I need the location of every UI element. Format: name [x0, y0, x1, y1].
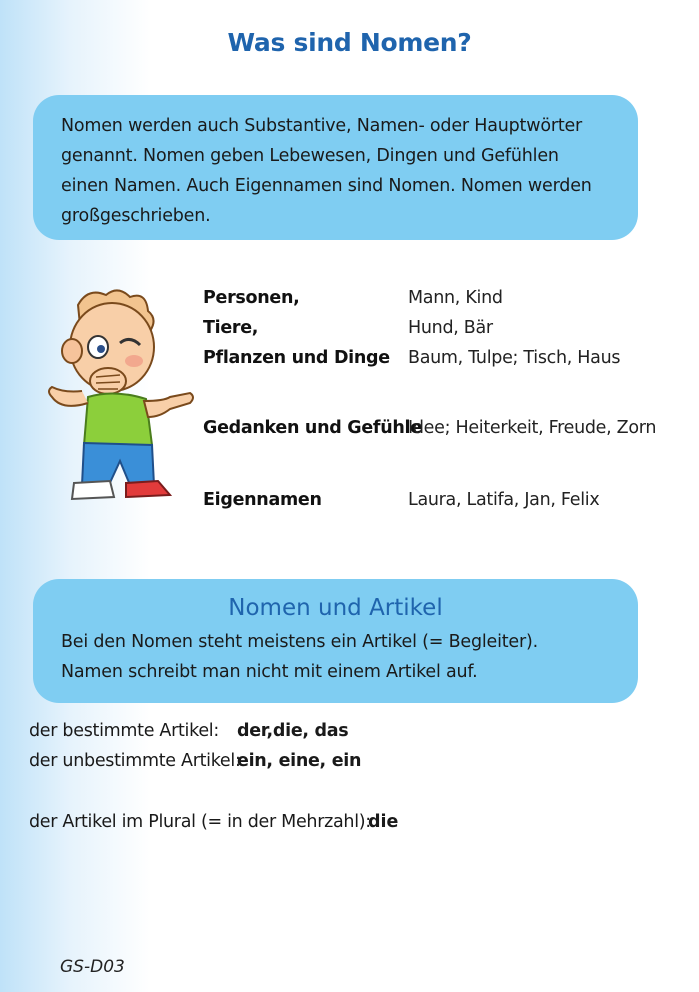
category-label: Eigennamen — [203, 490, 322, 510]
intro-line: großgeschrieben. — [61, 206, 211, 226]
plural-article-label: der Artikel im Plural (= in der Mehrzahl): — [29, 812, 371, 832]
boy-illustration — [38, 285, 198, 510]
category-label: Personen, — [203, 288, 300, 308]
intro-box — [33, 95, 638, 240]
articles-line: Namen schreibt man nicht mit einem Artikel auf. — [61, 662, 478, 682]
indefinite-article-label: der unbestimmte Artikel: — [29, 751, 241, 771]
articles-box — [33, 579, 638, 703]
indefinite-article-value: ein, eine, ein — [237, 751, 362, 771]
category-examples: Idee; Heiterkeit, Freude, Zorn — [408, 418, 657, 438]
articles-line: Bei den Nomen steht meistens ein Artikel (= Begleiter). — [61, 632, 538, 652]
category-examples: Hund, Bär — [408, 318, 493, 338]
category-label: Gedanken und Gefühle — [203, 418, 422, 438]
page-title: Was sind Nomen? — [227, 28, 472, 57]
intro-line: genannt. Nomen geben Lebewesen, Dingen und Gefühlen — [61, 146, 559, 166]
category-examples: Mann, Kind — [408, 288, 503, 308]
category-examples: Baum, Tulpe; Tisch, Haus — [408, 348, 621, 368]
category-label: Tiere, — [203, 318, 259, 338]
definite-article-label: der bestimmte Artikel: — [29, 721, 219, 741]
articles-heading: Nomen und Artikel — [228, 595, 443, 621]
footer-code: GS-D03 — [60, 957, 125, 977]
plural-article-value: die — [368, 812, 399, 832]
category-label: Pflanzen und Dinge — [203, 348, 390, 368]
intro-line: Nomen werden auch Substantive, Namen- oder Hauptwörter — [61, 116, 583, 136]
category-examples: Laura, Latifa, Jan, Felix — [408, 490, 600, 510]
intro-line: einen Namen. Auch Eigennamen sind Nomen. Nomen werden — [61, 176, 592, 196]
definite-article-value: der,die, das — [237, 721, 349, 741]
